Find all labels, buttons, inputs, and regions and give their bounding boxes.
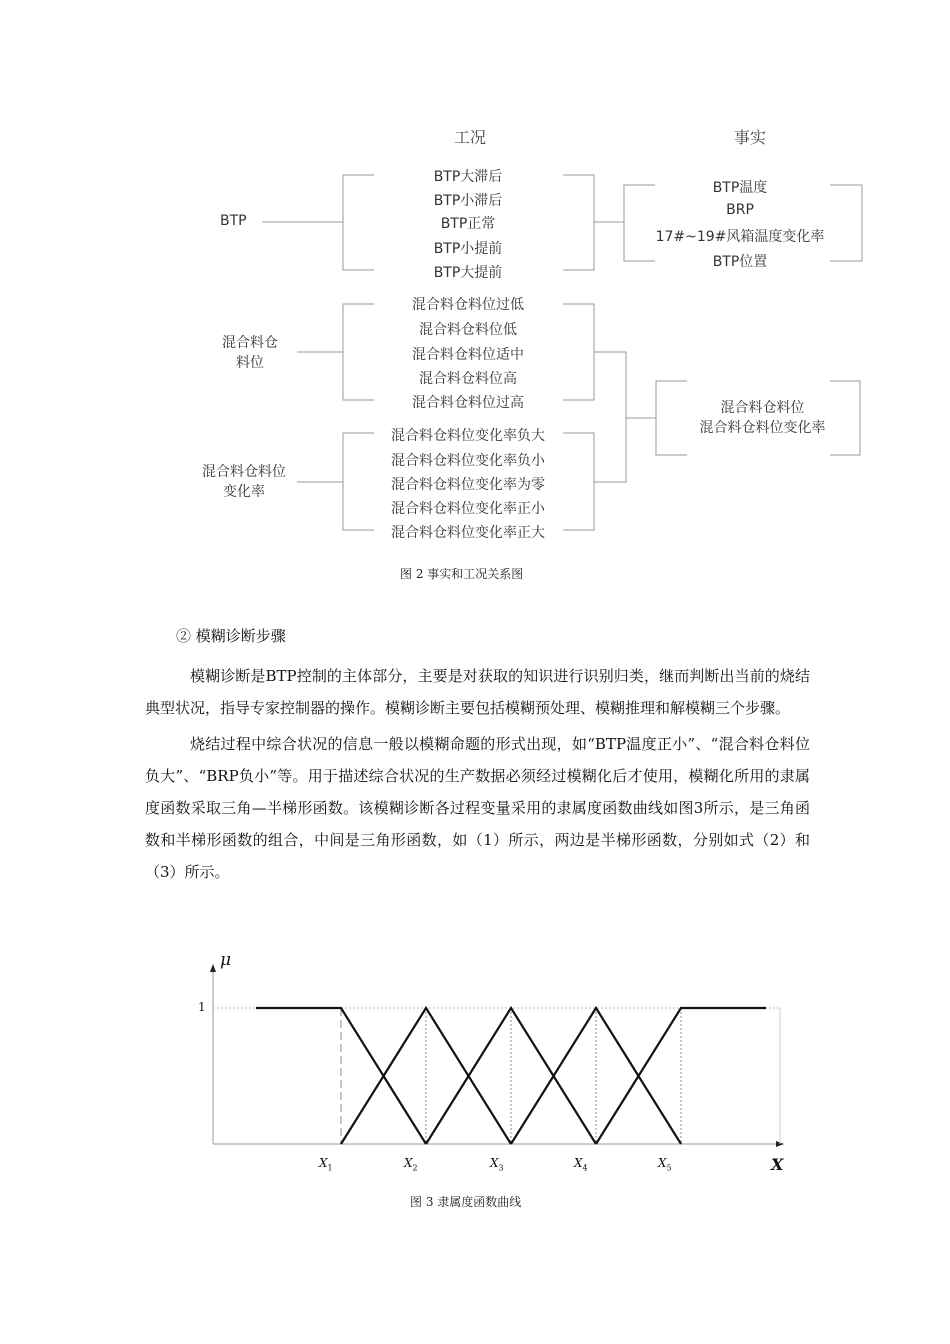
header-conditions: 工况: [454, 128, 487, 147]
fact-item: BTP位置: [712, 254, 768, 270]
y-tick-label: 1: [198, 1000, 206, 1014]
condition-item: BTP小提前: [433, 241, 503, 257]
condition-item: 混合料仓料位变化率为零: [391, 477, 545, 493]
condition-item: BTP大提前: [433, 265, 503, 281]
condition-item: 混合料仓料位变化率正大: [391, 525, 545, 541]
x-tick-label: $X_4$: [574, 1156, 588, 1173]
condition-item: 混合料仓料位高: [419, 371, 517, 387]
condition-item: 混合料仓料位过低: [412, 297, 524, 313]
paragraph: 模糊诊断是BTP控制的主体部分，主要是对获取的知识进行识别归类，继而判断出当前的烧结典型状况，指导专家控制器的操作。模糊诊断主要包括模糊预处理、模糊推理和解模糊三个步骤。: [145, 667, 810, 717]
fact-item: 混合料仓料位: [720, 400, 805, 416]
group-label-mix-level: 混合料仓 料位: [222, 335, 278, 371]
condition-item: 混合料仓料位适中: [412, 347, 524, 363]
condition-item: BTP正常: [440, 216, 496, 232]
header-facts: 事实: [734, 128, 767, 147]
condition-item: 混合料仓料位变化率正小: [391, 501, 545, 517]
group-label-btp: BTP: [220, 213, 247, 229]
paragraph: 烧结过程中综合状况的信息一般以模糊命题的形式出现，如“BTP温度正小”、“混合料仓料位负大”、“BRP负小”等。用于描述综合状况的生产数据必须经过模糊化后才使用，模糊化所用的隶属度函数采取三角—半梯形函数。该模糊诊断各过程变量采用的隶属度函数曲线如图3所示，是三角函数和半梯形函数的组合，中间是三角形函数，如（1）所示，两边是半梯形函数，分别如式（2）和（3）所示。: [145, 735, 810, 881]
fact-item: BRP: [726, 202, 754, 218]
condition-item: 混合料仓料位变化率负小: [391, 453, 545, 469]
condition-item: 混合料仓料位变化率负大: [391, 428, 545, 444]
membership-chart: [180, 950, 800, 1180]
x-tick-label: $X_3$: [490, 1156, 504, 1173]
figure3-caption: 图 3 隶属度函数曲线: [410, 1195, 522, 1209]
fact-item: 17#~19#风箱温度变化率: [655, 229, 825, 245]
x-tick-label: $X_1$: [319, 1156, 333, 1173]
fact-item: BTP温度: [712, 180, 768, 196]
condition-item: BTP小滞后: [433, 193, 503, 209]
section-heading: ② 模糊诊断步骤: [176, 627, 286, 645]
figure2-caption: 图 2 事实和工况关系图: [400, 567, 524, 581]
condition-item: 混合料仓料位低: [419, 322, 517, 338]
x-tick-label: $X_2$: [404, 1156, 418, 1173]
y-axis-arrow: [210, 964, 216, 972]
x-axis-label: X: [771, 1155, 784, 1174]
y-axis-label: μ: [220, 950, 232, 970]
body-text: [145, 660, 810, 888]
membership-chart-svg: [180, 950, 800, 1180]
group-label-mix-rate: 混合料仓料位 变化率: [202, 464, 286, 500]
condition-item: BTP大滞后: [433, 169, 503, 185]
fact-item: 混合料仓料位变化率: [699, 420, 826, 436]
x-tick-label: $X_5$: [658, 1156, 672, 1173]
condition-item: 混合料仓料位过高: [412, 395, 524, 411]
